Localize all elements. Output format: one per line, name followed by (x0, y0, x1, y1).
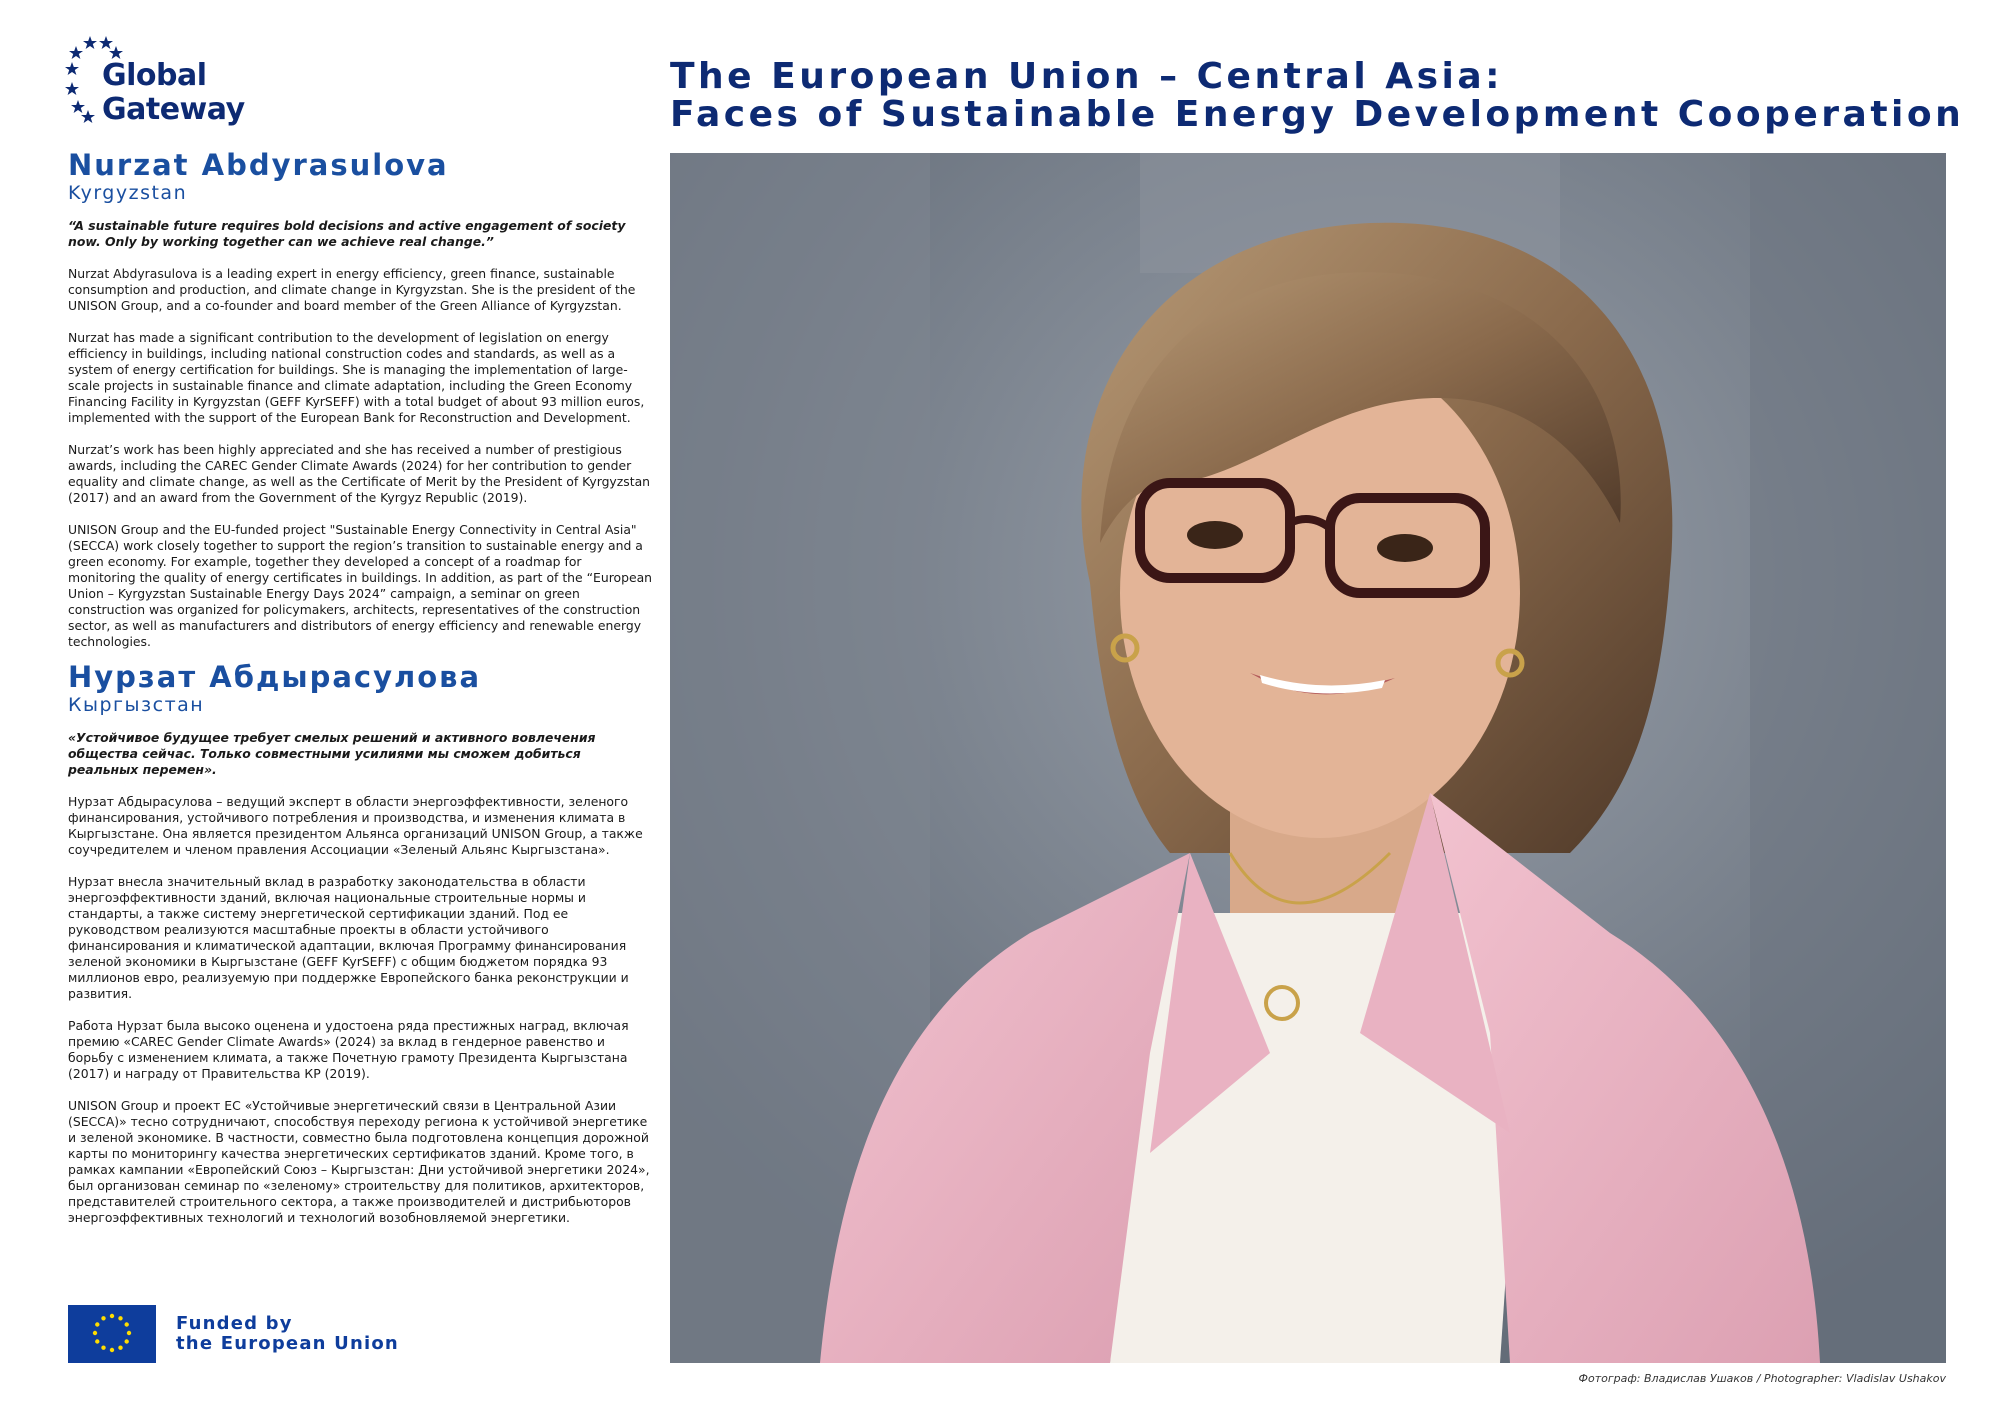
portrait-illustration (670, 153, 1946, 1363)
title-line-2: Faces of Sustainable Energy Development Cooperation (670, 94, 1965, 135)
quote-ru: «Устойчивое будущее требует смелых решений и активного вовлечения общества сейчас. Только совместными усилиями мы сможем добиться реальных перемен». (68, 730, 596, 777)
eu-funding-logo (68, 1305, 468, 1365)
country-en: Kyrgyzstan (68, 182, 188, 204)
biography-column (68, 148, 653, 1226)
eu-flag-icon (68, 1305, 156, 1363)
bio-paragraph-en-1: Nurzat Abdyrasulova is a leading expert in energy efficiency, green finance, sustainable consumption and production, and climate change in Kyrgyzstan. She is the president of the UNISON Group, and a co-founder and board member of the Green Alliance of Kyrgyzstan. (68, 266, 636, 313)
quote-en: “A sustainable future requires bold decisions and active engagement of society now. Only by working together can we achieve real change.” (68, 218, 626, 249)
photo-credit: Фотограф: Владислав Ушаков / Photographer: Vladislav Ushakov (1578, 1372, 1946, 1385)
title-line-1: The European Union – Central Asia: (670, 56, 1504, 97)
bio-paragraph-en-4: UNISON Group and the EU-funded project "Sustainable Energy Connectivity in Central Asia" (SECCA) work closely together to support the region’s transition to sustainable energy and a green economy. For example, together they developed a concept of a roadmap for monitoring the quality of energy certificates in buildings. In addition, as part of the “European Union – Kyrgyzstan Sustainable Energy Days 2024” campaign, a seminar on green construction was organized for policymakers, architects, representatives of the construction sector, as well as manufacturers and distributors of energy efficiency and renewable energy technologies. (68, 522, 653, 649)
bio-paragraph-ru-2: Нурзат внесла значительный вклад в разработку законодательства в области энергоэффективности зданий, включая национальные строительные нормы и стандарты, а также систему энергетической сертификации зданий. Под ее руководством реализуются масштабные проекты в области устойчивого финансирования и климатической адаптации, включая Программу финансирования зеленой экономики в Кыргызстане (GEFF KyrSEFF) с общим бюджетом порядка 93 миллионов евро, реализуемую при поддержке Европейского банка реконструкции и развития. (68, 874, 629, 1001)
country-ru: Кыргызстан (68, 694, 205, 716)
person-name-en: Nurzat Abdyrasulova (68, 148, 449, 182)
bio-paragraph-en-2: Nurzat has made a significant contribution to the development of legislation on energy efficiency in buildings, including national construction codes and standards, as well as a system of energy certification for buildings. She is managing the implementation of large-scale projects in sustainable finance and climate adaptation, including the Green Economy Financing Facility in Kyrgyzstan (GEFF KyrSEFF) with a total budget of about 93 million euros, implemented with the support of the European Bank for Reconstruction and Development. (68, 330, 645, 425)
bio-paragraph-ru-3: Работа Нурзат была высоко оценена и удостоена ряда престижных наград, включая премию «CAREC Gender Climate Awards» (2024) за вклад в гендерное равенство и борьбу с изменением климата, а также Почетную грамоту Президента Кыргызстана (2017) и награду от Правительства КР (2019). (68, 1018, 629, 1081)
global-gateway-logo (64, 30, 264, 135)
logo-text-gateway: Gateway (102, 92, 245, 127)
russian-section (68, 660, 653, 1226)
funded-by-text: Funded by (176, 1313, 293, 1334)
logo-text-global: Global (102, 58, 207, 93)
european-union-text: the European Union (176, 1333, 399, 1354)
bio-paragraph-ru-1: Нурзат Абдырасулова – ведущий эксперт в области энергоэффективности, зеленого финансирования, устойчивого потребления и производства, и изменения климата в Кыргызстане. Она является президентом Альянса организаций UNISON Group, а также соучредителем и членом правления Ассоциации «Зеленый Альянс Кыргызстана». (68, 794, 643, 857)
bio-paragraph-en-3: Nurzat’s work has been highly appreciated and she has received a number of prestigious awards, including the CAREC Gender Climate Awards (2024) for her contribution to gender equality and climate change, as well as the Certificate of Merit by the President of Kyrgyzstan (2017) and an award from the Government of the Kyrgyz Republic (2019). (68, 442, 651, 505)
portrait-photo (670, 153, 1946, 1363)
person-name-ru: Нурзат Абдырасулова (68, 660, 482, 694)
english-section (68, 148, 653, 650)
page-title (670, 58, 1990, 134)
bio-paragraph-ru-4: UNISON Group и проект ЕС «Устойчивые энергетический связи в Центральной Азии (SECCA)» тесно сотрудничают, способствуя переходу региона к устойчивой энергетике и зеленой экономике. В частности, совместно была подготовлена концепция дорожной карты по мониторингу качества энергетических сертификатов зданий. Кроме того, в рамках кампании «Европейский Союз – Кыргызстан: Дни устойчивой энергетики 2024», был организован семинар по «зеленому» строительству для политиков, архитекторов, представителей строительного сектора, а также производителей и дистрибьюторов энергоэффективных технологий и технологий возобновляемой энергетики. (68, 1098, 650, 1225)
